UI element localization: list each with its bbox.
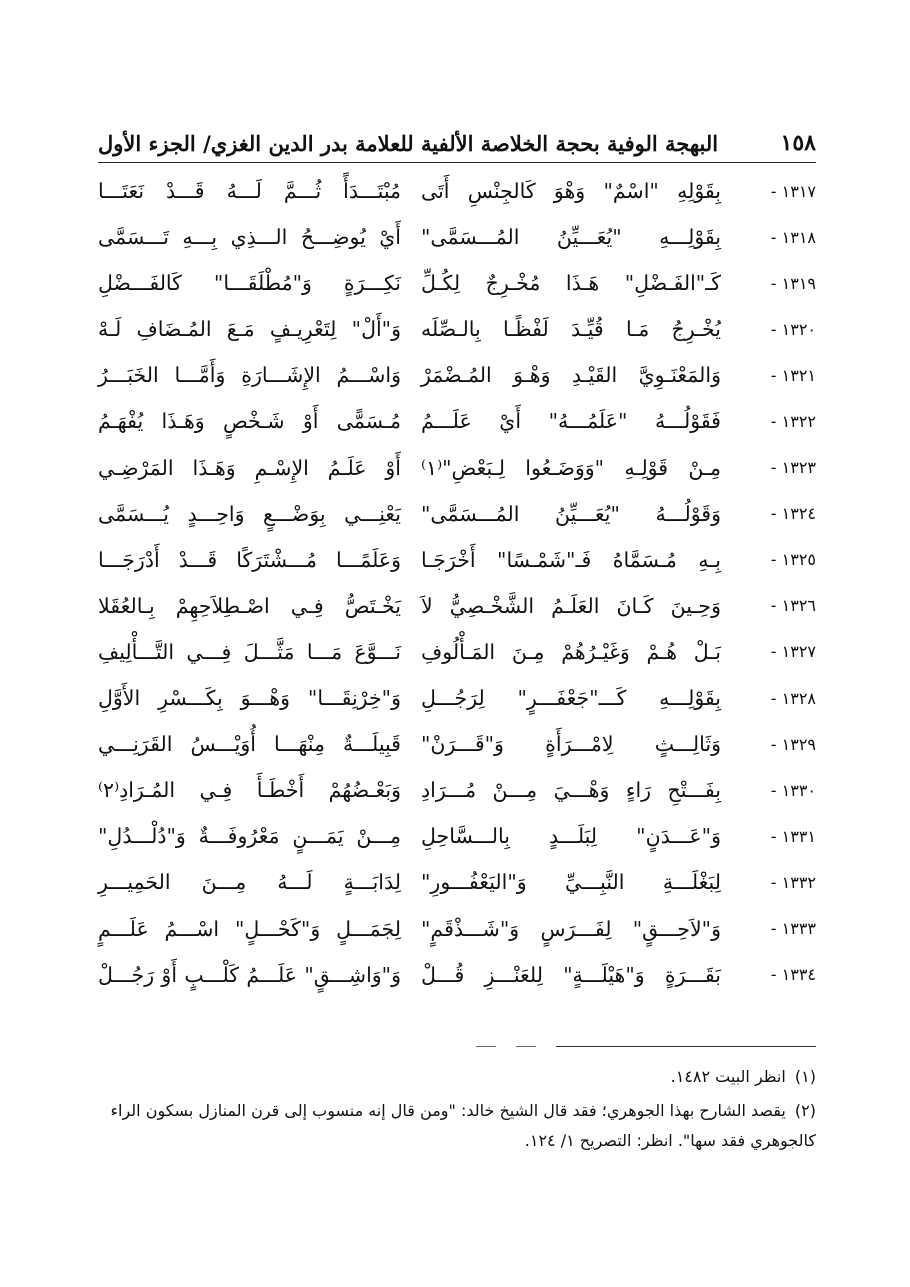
verse-number: ١٣٣٠ - <box>770 780 816 800</box>
verse-first-hemistich: بِقَوْلِـــهِ كَـــ"جَعْفَـــرٍ" لِرَجُـــلِ <box>421 686 721 711</box>
verse-number: ١٣٢٨ - <box>770 688 816 708</box>
verse-1317 <box>98 168 816 214</box>
footnote-2 <box>98 1096 816 1156</box>
verse-second-hemistich: نَكِـــرَةٍ وَ"مُطْلَقَـــا" كَالفَـــضْلِ <box>98 271 401 296</box>
verse-second-hemistich: لِجَمَـــلٍ وَ"كَحْـــلٍ" اسْـــمُ عَلَـــمٍ <box>98 916 401 941</box>
verse-1320 <box>98 306 816 352</box>
verse-number: ١٣٣١ - <box>770 826 816 846</box>
verse-second-hemistich: أَيْ يُوضِـــحُ الـــذِي بِـــهِ تَـــسَمَّى <box>98 225 401 250</box>
poem-verses <box>98 168 816 998</box>
footnotes <box>98 1062 816 1160</box>
verse-first-hemistich: بِفَـــتْحِ رَاءٍ وَهْـــيَ مِـــنْ مُـــرَادِ <box>421 778 721 803</box>
verse-number: ١٣٢٢ - <box>770 411 816 431</box>
footnote-separator <box>98 1046 816 1047</box>
verse-first-hemistich: وَ"لاَحِـــقٍ" لِفَـــرَسٍ وَ"شَـــذْقَمٍ" <box>421 916 721 941</box>
verse-1334 <box>98 952 816 998</box>
verse-first-hemistich: لِبَغْلَـــةِ النَّبِـــيِّ وَ"اليَعْفُـــورِ" <box>421 870 721 895</box>
verse-first-hemistich: وَالمَعْنَـوِيَّ القَيْـدِ وَهْـوَ المُـضْمَرْ <box>421 363 721 388</box>
verse-second-hemistich: وَعَلَمًـــا مُـــشْتَرَكًا قَـــدْ أَدْرَجَـــا <box>98 547 401 572</box>
verse-first-hemistich: يُخْـرِجُ مَـا قُيِّـدَ لَفْظًـا بِالـصِّلَه <box>421 317 721 342</box>
verse-number: ١٣٢٩ - <box>770 734 816 754</box>
verse-1326 <box>98 583 816 629</box>
verse-second-hemistich: يَخْـتَصُّ فِـي اصْـطِلاَحِهِمْ بِـالعُقَلا <box>98 593 401 618</box>
verse-1327 <box>98 629 816 675</box>
verse-first-hemistich: بَقَـــرَةٍ وَ"هَيْلَـــةٍ" لِلعَنْـــزِ قُـــلْ <box>421 962 721 987</box>
verse-number: ١٣٣٣ - <box>770 919 816 938</box>
verse-number: ١٣٢١ - <box>770 365 816 385</box>
verse-1332 <box>98 859 816 905</box>
verse-number: ١٣٢٧ - <box>770 642 816 662</box>
running-title: البهجة الوفية بحجة الخلاصة الألفية للعلامة بدر الدين الغزي/ الجزء الأول <box>98 131 719 156</box>
verse-number: ١٣١٧ - <box>770 181 816 201</box>
verse-second-hemistich: مِـــنْ يَمَـــنٍ مَعْرُوفَـــةٌ وَ"دُلْـــدُلِ" <box>98 824 401 849</box>
verse-second-hemistich: وَ"وَاشِـــقٍ" عَلَـــمُ كَلْـــبٍ أَوْ رَجُـــلْ <box>98 962 401 987</box>
verse-1318 <box>98 214 816 260</box>
verse-second-hemistich: وَ"أَلْ" لِتَعْرِيـفٍ مَـعَ المُـضَافِ لَـهْ <box>98 317 401 342</box>
verse-first-hemistich: وَحِـينَ كَـانَ العَلَـمُ الشَّخْـصِيُّ لاَ <box>421 593 721 618</box>
verse-number: ١٣٢٣ - <box>770 458 816 478</box>
footnote-mark: (١) <box>794 1067 816 1086</box>
verse-first-hemistich: وَثَالِـــثٍ لِامْـــرَأَةٍ وَ"قَـــرَنْ" <box>421 732 721 757</box>
verse-number: ١٣٢٥ - <box>770 550 816 570</box>
verse-1322 <box>98 398 816 444</box>
verse-first-hemistich: وَقَوْلُـــهُ "يُعَـــيِّنُ المُـــسَمَّى" <box>421 501 721 526</box>
verse-second-hemistich: مُـسَمًّى أَوْ شَـخْصٍ وَهَـذَا يُفْهَـمُ <box>98 409 401 434</box>
verse-first-hemistich: بِقَوْلِـــهِ "يُعَـــيِّنُ المُـــسَمَّى" <box>421 225 721 250</box>
page-number: ١٥٨ <box>780 130 816 156</box>
footnote-mark: (٢) <box>794 1101 816 1120</box>
verse-second-hemistich: وَاسْـــمُ الإِشَـــارَةِ وَأَمَّـــا الخَبَـــرُ <box>98 363 401 388</box>
page-header <box>98 118 816 163</box>
verse-1331 <box>98 813 816 859</box>
verse-number: ١٣٣٤ - <box>770 965 816 985</box>
verse-first-hemistich: وَ"عَـــدَنٍ" لِبَلَـــدٍ بِالـــسَّاحِلِ <box>421 824 721 849</box>
verse-first-hemistich: بِـهِ مُـسَمَّاهُ فَـ"شَمْـسًا" أَخْرَجَـا <box>421 547 721 572</box>
footnote-1 <box>98 1062 816 1092</box>
verse-second-hemistich: وَ"خِرْنِقَـــا" وَهْـــوَ بِكَـــسْرِ الأَوَّلِ <box>98 686 401 711</box>
verse-first-hemistich: كَـ"الفَـضْلِ" هَـذَا مُخْـرِجٌ لِكُـلِّ <box>421 271 721 296</box>
verse-second-hemistich: أَوْ عَلَـمُ الإِسْـمِ وَهَـذَا المَرْضِـي <box>98 455 401 480</box>
verse-number: ١٣١٩ - <box>770 273 816 293</box>
verse-first-hemistich: بِقَوْلِهِ "اسْمٌ" وَهْوَ كَالجِنْسِ أَتَى <box>421 179 721 203</box>
verse-1319 <box>98 260 816 306</box>
verse-1329 <box>98 721 816 767</box>
verse-number: ١٣٢٠ - <box>770 319 816 339</box>
verse-second-hemistich: وَبَعْـضُهُمْ أَخْطَـأَ فِـي المُـرَادِ⁽٢⁾ <box>98 778 401 803</box>
verse-second-hemistich: قَبِيلَـــةٌ مِنْهَـــا أُوَيْـــسُ القَرَنِـــي <box>98 732 401 757</box>
verse-1324 <box>98 491 816 537</box>
verse-1333 <box>98 906 816 952</box>
verse-first-hemistich: مِـنْ قَوْلِـهِ "وَوَضَـعُوا لِـبَعْضِ"⁽١⁾ <box>421 455 721 480</box>
verse-second-hemistich: يَعْنِـــي بِوَضْـــعٍ وَاحِـــدٍ يُـــسَمَّى <box>98 501 401 526</box>
verse-first-hemistich: فَقَوْلُـــهُ "عَلَمُـــهُ" أَيْ عَلَـــمُ <box>421 409 721 434</box>
verse-number: ١٣٣٢ - <box>770 872 816 892</box>
footnote-text: يقصد الشارح بهذا الجوهري؛ فقد قال الشيخ خالد: "ومن قال إنه منسوب إلى قرن المنازل بسكون الراء كالجوهري فقد سها". انظر: التصريح ١/ ١٢٤. <box>110 1101 816 1150</box>
verse-1323 <box>98 445 816 491</box>
footnote-text: انظر البيت ١٤٨٢. <box>670 1067 786 1086</box>
verse-1330 <box>98 767 816 813</box>
verse-second-hemistich: لِدَابَـــةٍ لَـــهُ مِـــنَ الحَمِيـــرِ <box>98 870 401 895</box>
verse-number: ١٣٢٤ - <box>770 504 816 524</box>
verse-second-hemistich: نَـــوَّعَ مَـــا مَثَّـــلَ فِـــي التَّـــأْلِيفِ <box>98 639 401 664</box>
verse-first-hemistich: بَـلْ هُـمْ وَغَيْـرُهُمْ مِـنَ المَـأْلُوفِ <box>421 639 721 664</box>
verse-1328 <box>98 675 816 721</box>
verse-number: ١٣٢٦ - <box>770 596 816 616</box>
verse-1325 <box>98 537 816 583</box>
verse-number: ١٣١٨ - <box>770 227 816 247</box>
verse-1321 <box>98 352 816 398</box>
verse-second-hemistich: مُبْتَـــدَأً ثُـــمَّ لَـــهُ قَـــدْ نَعَتَـــا <box>98 179 401 203</box>
